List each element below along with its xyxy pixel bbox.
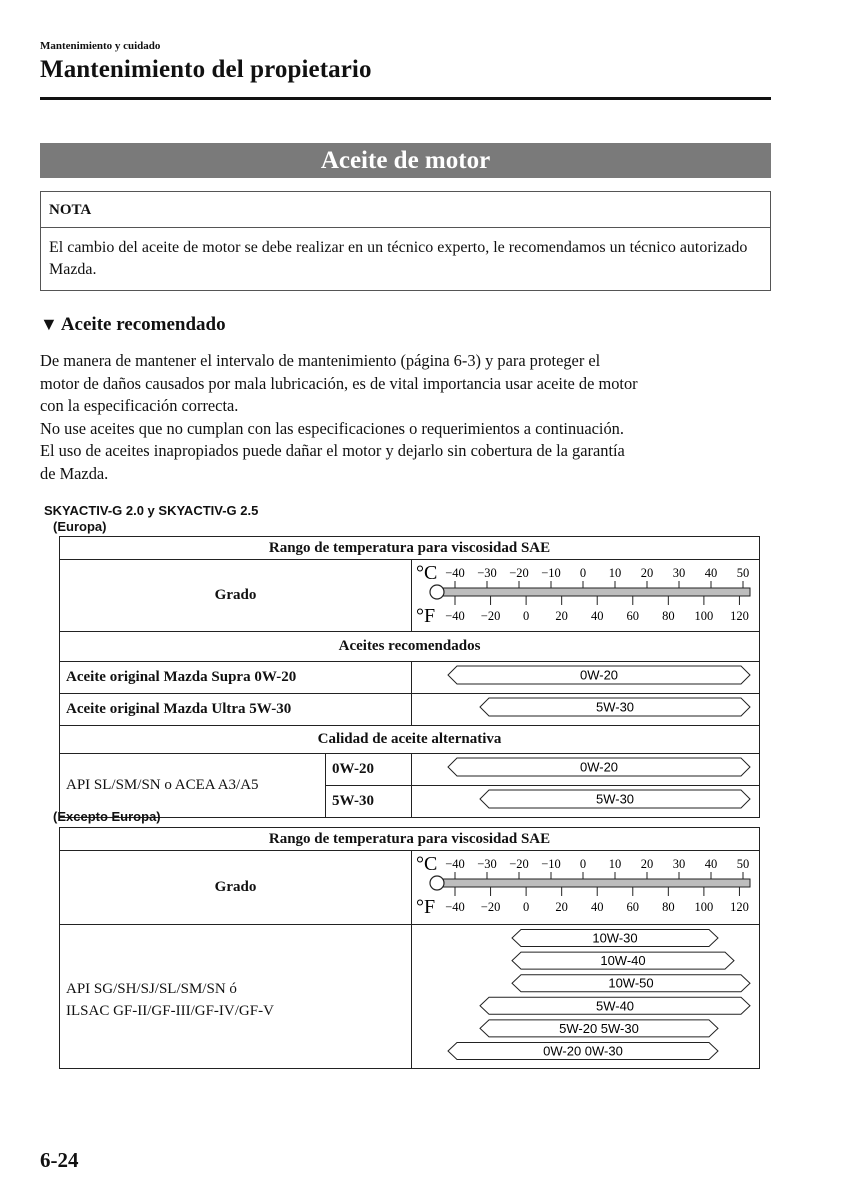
fahrenheit-tick-label: −20: [480, 609, 501, 623]
celsius-tick-label: −10: [541, 857, 561, 871]
celsius-symbol: °C: [416, 562, 438, 584]
celsius-symbol: °C: [416, 853, 438, 875]
page-title: Mantenimiento del propietario: [40, 56, 372, 83]
celsius-tick-label: 10: [608, 857, 622, 871]
fahrenheit-tick-label: 120: [730, 609, 749, 623]
paragraph-line: No use aceites que no cumplan con las especificaciones o requerimientos a continuación.: [40, 418, 624, 438]
title-rule: [40, 97, 771, 100]
grade-range-bar: [412, 754, 758, 780]
oil-name: Aceite original Mazda Ultra 5W-30: [60, 694, 412, 726]
grade-range-cell: [412, 786, 760, 818]
celsius-tick-label: −30: [477, 857, 497, 871]
grade-label: Grado: [60, 851, 412, 925]
celsius-tick-label: −10: [541, 566, 561, 580]
range-header: Rango de temperatura para viscosidad SAE: [60, 828, 760, 851]
fahrenheit-tick-label: 0: [522, 900, 530, 914]
celsius-tick-label: 0: [579, 566, 587, 580]
grade-range-bar: [412, 786, 758, 812]
grade-arrow-label: 5W-30: [595, 791, 635, 807]
spec-cell: [60, 925, 412, 1069]
grade-range-cell: [412, 662, 760, 694]
grade-arrow-label: 0W-20 0W-30: [543, 1043, 623, 1059]
temperature-scale: [412, 560, 758, 626]
fahrenheit-symbol: °F: [416, 605, 436, 626]
fahrenheit-tick-label: 40: [590, 900, 604, 914]
celsius-tick-label: −20: [509, 566, 529, 580]
celsius-tick-label: 30: [672, 857, 686, 871]
paragraph-line: de Mazda.: [40, 463, 109, 483]
recommended-header: Aceites recomendados: [60, 632, 760, 662]
thermometer-bulb: [430, 585, 444, 599]
paragraph-line: motor de daños causados por mala lubricación, es de vital importancia usar aceite de motor: [40, 373, 638, 393]
grade-range-cell: [412, 925, 760, 1069]
temperature-scale-cell: [412, 560, 760, 632]
celsius-tick-label: 50: [736, 857, 750, 871]
grade-arrow-label: 5W-40: [595, 998, 635, 1014]
thermometer-bar: [438, 879, 750, 887]
grade-arrow-label: 5W-20 5W-30: [559, 1020, 639, 1036]
grade-range-bar: [412, 694, 758, 720]
grade-range-cell: [412, 694, 760, 726]
thermometer-bar: [438, 588, 750, 596]
grade-arrow-label: 0W-20: [579, 759, 619, 775]
fahrenheit-tick-label: 60: [626, 609, 640, 623]
grade-arrow-label: 10W-50: [608, 975, 654, 991]
celsius-tick-label: 50: [736, 566, 750, 580]
oil-table-except-europe: [59, 827, 760, 1069]
triangle-down-icon: ▼: [40, 314, 58, 334]
fahrenheit-tick-label: 20: [555, 900, 568, 914]
except-europe-caption: (Excepto Europa): [53, 809, 161, 824]
engine-caption: SKYACTIV-G 2.0 y SKYACTIV-G 2.5: [44, 503, 259, 518]
alternative-spec: API SL/SM/SN o ACEA A3/A5: [60, 754, 326, 818]
body-paragraph: [40, 350, 775, 486]
fahrenheit-tick-label: 40: [590, 609, 604, 623]
celsius-tick-label: 10: [608, 566, 622, 580]
fahrenheit-tick-label: 80: [662, 900, 675, 914]
note-heading: NOTA: [41, 192, 770, 228]
section-banner: [40, 143, 771, 178]
grade-label: Grado: [60, 560, 412, 632]
celsius-tick-label: 20: [640, 566, 654, 580]
paragraph-line: El uso de aceites inapropiados puede dañar el motor y dejarlo sin cobertura de la garantía: [40, 441, 625, 461]
europe-caption: (Europa): [53, 519, 107, 534]
grade-arrow-label: 10W-40: [600, 953, 646, 969]
grade-arrow-label: 5W-30: [595, 699, 635, 715]
banner-title: Aceite de motor: [320, 146, 491, 174]
fahrenheit-tick-label: 0: [522, 609, 530, 623]
celsius-tick-label: 40: [704, 566, 718, 580]
grade-range-bar: [412, 662, 758, 688]
fahrenheit-tick-label: 100: [694, 900, 714, 914]
fahrenheit-tick-label: −40: [445, 900, 465, 914]
celsius-tick-label: −40: [445, 857, 465, 871]
thermometer-bulb: [430, 876, 444, 890]
paragraph-line: De manera de mantener el intervalo de mantenimiento (página 6-3) y para proteger el: [40, 351, 601, 370]
celsius-tick-label: −20: [509, 857, 529, 871]
note-text: El cambio del aceite de motor se debe realizar en un técnico experto, le recomendamos un técnico autorizado Mazda.: [49, 239, 748, 278]
viscosity-label: 0W-20: [326, 754, 412, 786]
spec-line: ILSAC GF-II/GF-III/GF-IV/GF-V: [66, 1002, 274, 1019]
fahrenheit-tick-label: 60: [626, 900, 640, 914]
temperature-scale: [412, 851, 758, 919]
grade-range-bars: [412, 925, 758, 1063]
subheading: [40, 314, 226, 336]
viscosity-label: 5W-30: [326, 786, 412, 818]
celsius-tick-label: 0: [579, 857, 587, 871]
fahrenheit-symbol: °F: [416, 896, 436, 918]
spec-line: API SG/SH/SJ/SL/SM/SN ó: [66, 980, 237, 997]
fahrenheit-tick-label: −40: [445, 609, 465, 623]
fahrenheit-tick-label: 100: [694, 609, 714, 623]
celsius-tick-label: 40: [704, 857, 718, 871]
oil-name: Aceite original Mazda Supra 0W-20: [60, 662, 412, 694]
celsius-tick-label: 20: [640, 857, 654, 871]
celsius-tick-label: −40: [445, 566, 465, 580]
fahrenheit-tick-label: −20: [480, 900, 501, 914]
temperature-scale-cell: [412, 851, 760, 925]
grade-arrow-label: 10W-30: [592, 930, 638, 946]
fahrenheit-tick-label: 80: [662, 609, 675, 623]
fahrenheit-tick-label: 120: [730, 900, 749, 914]
fahrenheit-tick-label: 20: [555, 609, 568, 623]
range-header: Rango de temperatura para viscosidad SAE: [60, 537, 760, 560]
note-box: [40, 191, 771, 291]
page-number: 6-24: [40, 1148, 79, 1172]
paragraph-line: con la especificación correcta.: [40, 396, 239, 416]
celsius-tick-label: 30: [672, 566, 686, 580]
section-label: Mantenimiento y cuidado: [40, 40, 161, 52]
alternative-header: Calidad de aceite alternativa: [60, 726, 760, 754]
grade-range-cell: [412, 754, 760, 786]
subheading-text: Aceite recomendado: [60, 314, 226, 335]
celsius-tick-label: −30: [477, 566, 497, 580]
oil-table-europe: [59, 536, 760, 818]
grade-arrow-label: 0W-20: [579, 667, 619, 683]
